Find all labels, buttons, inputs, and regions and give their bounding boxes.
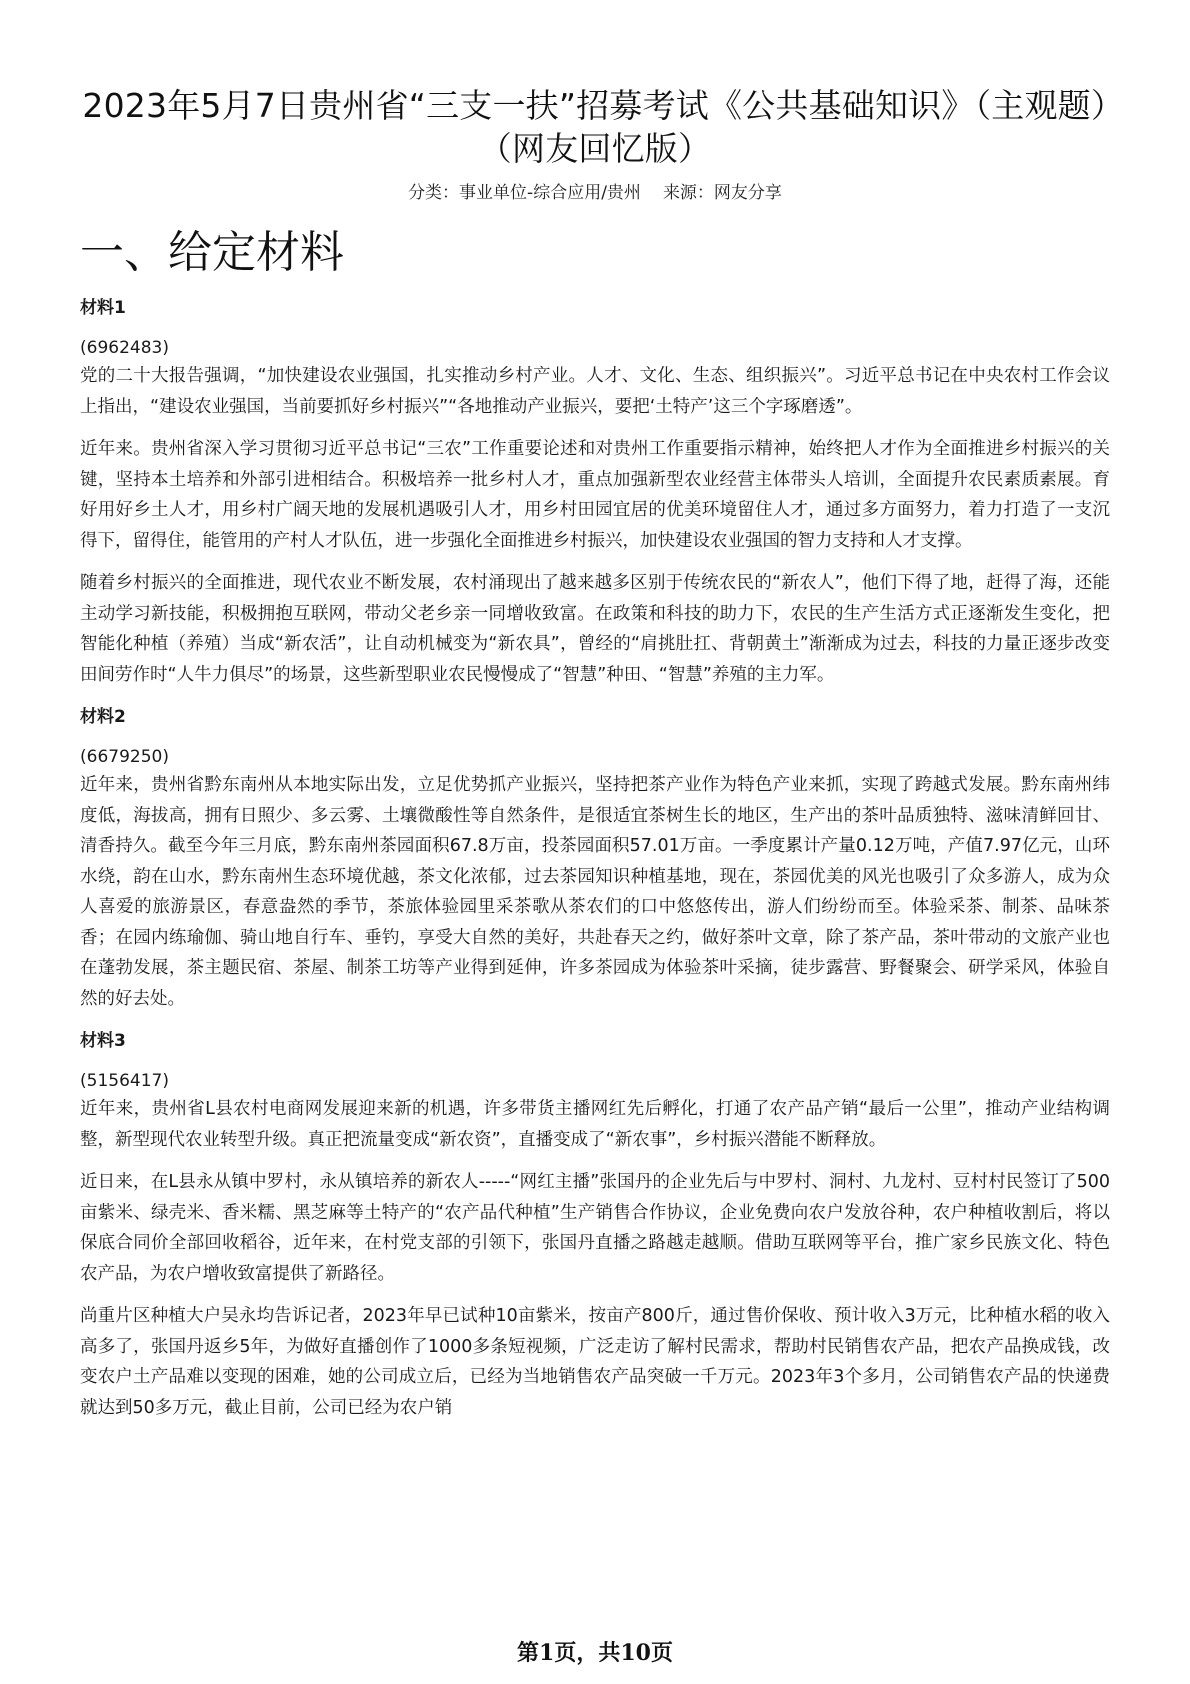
material-label: 材料1	[80, 298, 126, 318]
material-id: (6962483)	[80, 338, 169, 358]
material-id: (6679250)	[80, 747, 169, 767]
material-paragraph: 党的二十大报告强调，“加快建设农业强国，扎实推动乡村产业。人才、文化、生态、组织振兴”。习近平总书记在中央农村工作会议上指出，“建设农业强国，当前要抓好乡村振兴”“各地推动产业振兴，要把‘土特产’这三个字琢磨透”。	[80, 366, 1110, 417]
material-paragraph: 近年来，贵州省L县农村电商网发展迎来新的机遇，许多带货主播网红先后孵化，打通了农产品产销“最后一公里”，推动产业结构调整，新型现代农业转型升级。真正把流量变成“新农资”，直播变成了“新农事”，乡村振兴潜能不断释放。	[80, 1099, 1110, 1150]
source-text: 来源：网友分享	[662, 183, 782, 203]
document-meta	[80, 178, 1110, 203]
material-paragraph: 近日来，在L县永从镇中罗村，永从镇培养的新农人-----“网红主播”张国丹的企业先后与中罗村、洞村、九龙村、豆村村民签订了500亩紫米、绿壳米、香米糯、黑芝麻等土特产的“农产品代种植”生产销售合作协议，企业免费向农户发放谷种，农户种植收割后，将以保底合同价全部回收稻谷，近年来，在村党支部的引领下，张国丹直播之路越走越顺。借助互联网等平台，推广家乡民族文化、特色农产品，为农户增收致富提供了新路径。	[80, 1172, 1110, 1284]
document-title: 2023年5月7日贵州省“三支一扶”招募考试《公共基础知识》（主观题）（网友回忆版）	[82, 86, 1108, 168]
material-id: (5156417)	[80, 1071, 169, 1091]
material-paragraph: 尚重片区种植大户吴永均告诉记者，2023年早已试种10亩紫米，按亩产800斤，通过售价保收、预计收入3万元，比种植水稻的收入高多了，张国丹返乡5年，为做好直播创作了1000多条短视频，广泛走访了解村民需求，帮助村民销售农产品，把农产品换成钱，改变农户土产品难以变现的困难，她的公司成立后，已经为当地销售农产品突破一千万元。2023年3个多月，公司销售农产品的快递费就达到50多万元，截止目前，公司已经为农户销	[80, 1306, 1110, 1418]
material-2	[80, 704, 1110, 1014]
page-indicator: 第1页，共10页	[517, 1640, 673, 1666]
material-label: 材料2	[80, 707, 126, 727]
material-paragraph: 近年来。贵州省深入学习贯彻习近平总书记“三农”工作重要论述和对贵州工作重要指示精神，始终把人才作为全面推进乡村振兴的关键，坚持本土培养和外部引进相结合。积极培养一批乡村人才，重点加强新型农业经营主体带头人培训，全面提升农民素质素展。育好用好乡土人才，用乡村广阔天地的发展机遇吸引人才，用乡村田园宜居的优美环境留住人才，通过多方面努力，着力打造了一支沉得下，留得住，能管用的产村人才队伍，进一步强化全面推进乡村振兴，加快建设农业强国的智力支持和人才支撑。	[80, 439, 1110, 551]
material-1	[80, 295, 1110, 690]
material-3	[80, 1028, 1110, 1423]
category-text: 分类：事业单位-综合应用/贵州	[408, 183, 641, 203]
document-page	[80, 0, 1110, 1435]
material-paragraph: 随着乡村振兴的全面推进，现代农业不断发展，农村涌现出了越来越多区别于传统农民的“新农人”，他们下得了地，赶得了海，还能主动学习新技能，积极拥抱互联网，带动父老乡亲一同增收致富。在政策和科技的助力下，农民的生产生活方式正逐渐发生变化，把智能化种植（养殖）当成“新农活”，让自动机械变为“新农具”，曾经的“肩挑肚扛、背朝黄土”渐渐成为过去，科技的力量正逐步改变田间劳作时“人牛力俱尽”的场景，这些新型职业农民慢慢成了“智慧”种田、“智慧”养殖的主力军。	[80, 573, 1110, 685]
section-heading: 一、给定材料	[80, 227, 344, 278]
material-paragraph: 近年来，贵州省黔东南州从本地实际出发，立足优势抓产业振兴，坚持把茶产业作为特色产业来抓，实现了跨越式发展。黔东南州纬度低，海拔高，拥有日照少、多云雾、土壤微酸性等自然条件，是很适宜茶树生长的地区，生产出的茶叶品质独特、滋味清鲜回甘、清香持久。截至今年三月底，黔东南州茶园面积67.8万亩，投茶园面积57.01万亩。一季度累计产量0.12万吨，产值7.97亿元，山环水绕，韵在山水，黔东南州生态环境优越，茶文化浓郁，过去茶园知识种植基地，现在，茶园优美的风光也吸引了众多游人，成为众人喜爱的旅游景区，春意盎然的季节，茶旅体验园里采茶歌从茶农们的口中悠悠传出，游人们纷纷而至。体验采茶、制茶、品味茶香；在园内练瑜伽、骑山地自行车、垂钓，享受大自然的美好，共赴春天之约，做好茶叶文章，除了茶产品，茶叶带动的文旅产业也在蓬勃发展，茶主题民宿、茶屋、制茶工坊等产业得到延伸，许多茶园成为体验茶叶采摘，徒步露营、野餐聚会、研学采风，体验自然的好去处。	[80, 775, 1110, 1009]
material-label: 材料3	[80, 1031, 126, 1051]
